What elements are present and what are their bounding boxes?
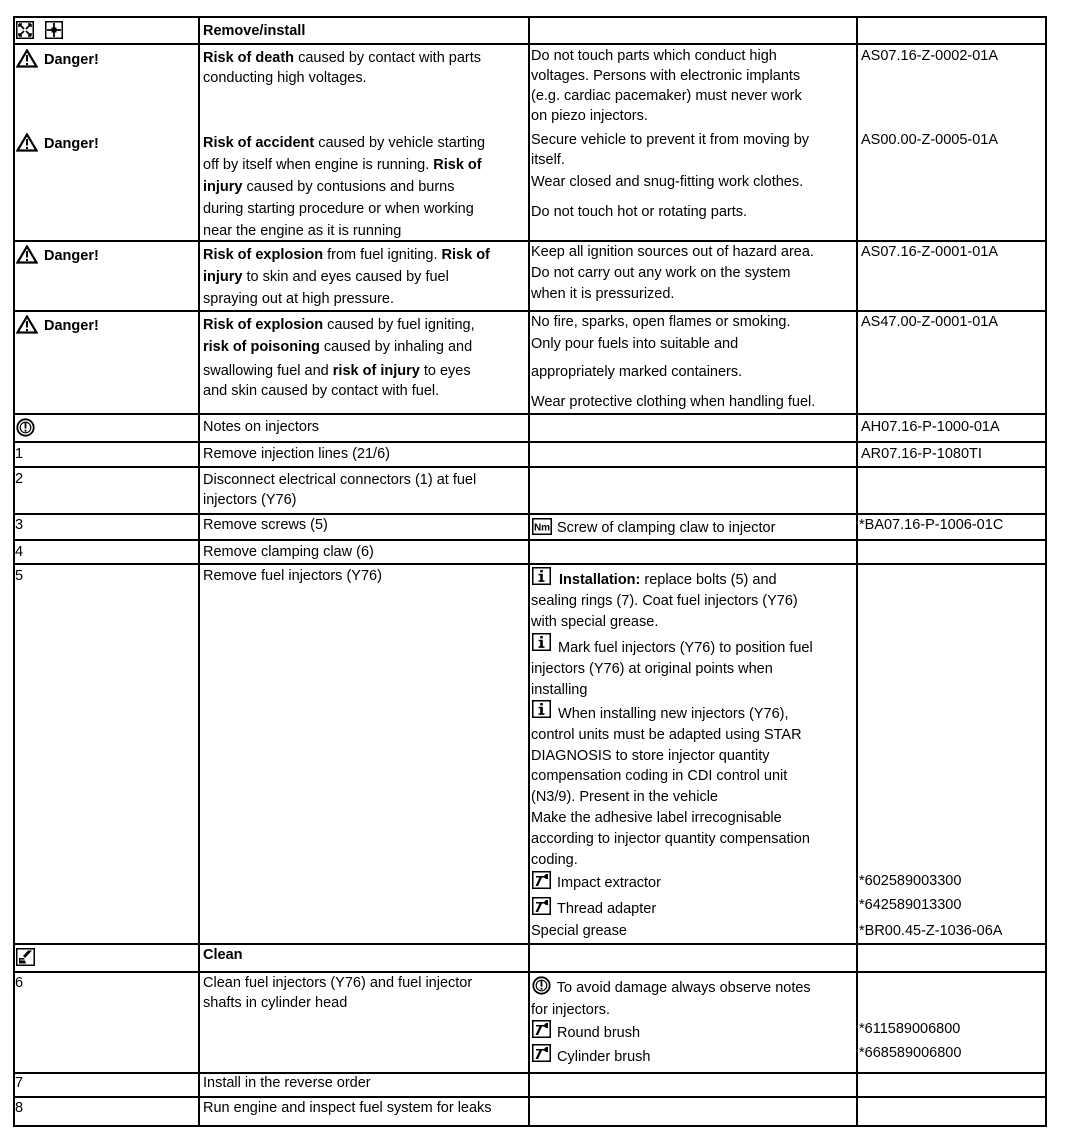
desc-text: during starting procedure or when working bbox=[203, 201, 474, 217]
warning-triangle-icon bbox=[16, 133, 38, 157]
danger-action bbox=[531, 46, 802, 126]
danger-label: Danger! bbox=[44, 248, 99, 264]
desc-line bbox=[203, 360, 475, 382]
tool-number-link[interactable]: *668589006800 bbox=[859, 1045, 962, 1061]
desc-text: from fuel igniting. bbox=[323, 247, 442, 263]
desc-text: to eyes bbox=[419, 363, 471, 379]
notice-circle-icon bbox=[16, 418, 35, 442]
step-text-line: shafts in cylinder head bbox=[203, 995, 348, 1011]
remove-install-icon bbox=[16, 21, 34, 44]
note-line: Make the adhesive label irrecognisable bbox=[531, 809, 782, 826]
clean-title: Clean bbox=[203, 947, 243, 963]
desc-line bbox=[203, 220, 485, 242]
document-reference-link[interactable]: AS00.00-Z-0005-01A bbox=[861, 132, 999, 148]
note-line: DIAGNOSIS to store injector quantity bbox=[531, 747, 770, 764]
danger-action bbox=[531, 242, 814, 305]
warning-triangle-icon bbox=[16, 315, 38, 339]
action-line: Only pour fuels into suitable and bbox=[531, 336, 739, 352]
action-line: voltages. Persons with electronic implants bbox=[531, 68, 801, 84]
desc-text: caused by contact with parts bbox=[294, 50, 482, 66]
desc-line bbox=[203, 198, 485, 220]
action-line: appropriately marked containers. bbox=[531, 364, 743, 380]
step-text bbox=[203, 470, 476, 510]
note-line bbox=[531, 977, 811, 999]
danger-label: Danger! bbox=[44, 52, 99, 68]
desc-text: and skin caused by contact with fuel. bbox=[203, 383, 440, 399]
note-line bbox=[531, 638, 813, 659]
action-line: No fire, sparks, open flames or smoking. bbox=[531, 314, 791, 330]
action-line: Keep all ignition sources out of hazard area. bbox=[531, 244, 814, 260]
step-number: 1 bbox=[15, 446, 24, 462]
step-text: Remove screws (5) bbox=[203, 517, 328, 533]
document-reference-link[interactable]: AS07.16-Z-0001-01A bbox=[861, 244, 999, 260]
mark-note bbox=[531, 638, 813, 701]
desc-bold: Risk of death bbox=[203, 50, 295, 66]
document-reference-link[interactable]: *BA07.16-P-1006-01C bbox=[859, 517, 1004, 533]
danger-label: Danger! bbox=[44, 318, 99, 334]
desc-bold: Risk of explosion bbox=[203, 247, 324, 263]
step-text bbox=[203, 973, 472, 1013]
desc-text: caused by inhaling and bbox=[319, 339, 473, 355]
desc-bold: injury bbox=[203, 179, 243, 195]
step-number: 7 bbox=[15, 1075, 24, 1091]
note-text: replace bolts (5) and bbox=[640, 572, 777, 588]
step-number: 4 bbox=[15, 544, 24, 560]
desc-bold: Risk of bbox=[433, 157, 482, 173]
desc-line bbox=[203, 336, 475, 358]
torque-spec-text: Screw of clamping claw to injector bbox=[557, 520, 776, 536]
desc-text: swallowing fuel and bbox=[203, 363, 333, 379]
note-line: control units must be adapted using STAR bbox=[531, 726, 802, 743]
note-line: compensation coding in CDI control unit bbox=[531, 768, 788, 785]
tool-number-link[interactable]: *611589006800 bbox=[859, 1021, 961, 1037]
step-text: Run engine and inspect fuel system for leaks bbox=[203, 1100, 492, 1116]
step-text: Install in the reverse order bbox=[203, 1075, 371, 1091]
svg-text:Nm: Nm bbox=[533, 522, 551, 534]
action-line: Wear closed and snug-fitting work clothes. bbox=[531, 174, 804, 190]
special-tool-icon bbox=[532, 871, 551, 894]
warning-triangle-icon bbox=[16, 49, 38, 73]
note-line: with special grease. bbox=[531, 614, 659, 630]
installation-label: Installation: bbox=[559, 572, 641, 588]
tool-number-link[interactable]: *642589013300 bbox=[859, 897, 962, 913]
grease-name: Special grease bbox=[531, 923, 627, 939]
tool-name: Cylinder brush bbox=[557, 1049, 651, 1065]
desc-line bbox=[203, 176, 485, 198]
desc-text: to skin and eyes caused by fuel bbox=[242, 269, 449, 285]
special-tool-icon bbox=[532, 897, 551, 920]
desc-text: caused by contusions and burns bbox=[242, 179, 455, 195]
tool-name: Thread adapter bbox=[557, 901, 657, 917]
action-line: Do not carry out any work on the system bbox=[531, 265, 791, 281]
document-reference-link[interactable]: *BR00.45-Z-1036-06A bbox=[859, 923, 1003, 939]
note-line: installing bbox=[531, 682, 588, 698]
header-title: Remove/install bbox=[203, 23, 306, 39]
desc-line bbox=[203, 48, 481, 68]
document-reference-link[interactable]: AR07.16-P-1080TI bbox=[861, 446, 982, 462]
note-text: Mark fuel injectors (Y76) to position fuel bbox=[554, 640, 813, 656]
action-line: itself. bbox=[531, 152, 565, 168]
note-line: according to injector quantity compensation bbox=[531, 830, 810, 847]
desc-line bbox=[203, 380, 475, 402]
action-line: Do not touch parts which conduct high bbox=[531, 48, 777, 64]
danger-description bbox=[203, 48, 481, 88]
tool-name: Impact extractor bbox=[557, 875, 661, 891]
torque-nm-icon bbox=[532, 518, 552, 540]
desc-text: caused by vehicle starting bbox=[314, 135, 486, 151]
note-line bbox=[531, 570, 798, 591]
step-number: 3 bbox=[15, 517, 24, 533]
step-text: Remove clamping claw (6) bbox=[203, 544, 374, 560]
action-line: when it is pressurized. bbox=[531, 286, 675, 302]
note-line bbox=[531, 704, 810, 725]
document-reference-link[interactable]: AS47.00-Z-0001-01A bbox=[861, 314, 999, 330]
tool-name: Round brush bbox=[557, 1025, 641, 1041]
clean-icon bbox=[16, 948, 35, 971]
desc-bold: Risk of explosion bbox=[203, 317, 324, 333]
step-number: 8 bbox=[15, 1100, 24, 1116]
warning-triangle-icon bbox=[16, 245, 38, 269]
desc-line bbox=[203, 266, 490, 288]
note-line: injectors (Y76) at original points when bbox=[531, 661, 773, 677]
danger-description bbox=[203, 244, 490, 310]
desc-line bbox=[203, 314, 475, 336]
document-reference-link[interactable]: AH07.16-P-1000-01A bbox=[861, 419, 1000, 435]
step-text-line: Clean fuel injectors (Y76) and fuel injector bbox=[203, 975, 473, 991]
desc-text: spraying out at high pressure. bbox=[203, 291, 395, 307]
notes-link[interactable]: Notes on injectors bbox=[203, 419, 320, 435]
repair-instruction-table bbox=[13, 16, 1047, 1127]
note-text: To avoid damage always observe notes bbox=[553, 980, 811, 996]
step-number: 5 bbox=[15, 568, 24, 584]
tool-number-link[interactable]: *602589003300 bbox=[859, 873, 962, 889]
note-line: sealing rings (7). Coat fuel injectors (Y76) bbox=[531, 593, 798, 609]
desc-text: off by itself when engine is running. bbox=[203, 157, 434, 173]
new-injector-note bbox=[531, 704, 810, 870]
action-line: on piezo injectors. bbox=[531, 108, 648, 124]
desc-bold: risk of poisoning bbox=[203, 339, 320, 355]
desc-text: caused by fuel igniting, bbox=[323, 317, 475, 333]
note-line: (N3/9). Present in the vehicle bbox=[531, 789, 718, 806]
action-line: Do not touch hot or rotating parts. bbox=[531, 204, 748, 220]
desc-line bbox=[203, 132, 485, 154]
desc-text: conducting high voltages. bbox=[203, 70, 367, 86]
step-text-line: injectors (Y76) bbox=[203, 492, 297, 508]
step-number: 6 bbox=[15, 975, 24, 991]
step-text: Remove fuel injectors (Y76) bbox=[203, 568, 382, 584]
note-line: for injectors. bbox=[531, 1002, 610, 1018]
step-number: 2 bbox=[15, 471, 24, 487]
step-text: Remove injection lines (21/6) bbox=[203, 446, 390, 462]
desc-bold: Risk of bbox=[441, 247, 490, 263]
special-tool-icon bbox=[532, 1044, 551, 1067]
step-text-line: Disconnect electrical connectors (1) at fuel bbox=[203, 472, 477, 488]
document-reference-link[interactable]: AS07.16-Z-0002-01A bbox=[861, 48, 999, 64]
desc-bold: risk of injury bbox=[332, 363, 420, 379]
note-text: When installing new injectors (Y76), bbox=[554, 706, 789, 722]
installation-note bbox=[531, 570, 798, 633]
desc-text: near the engine as it is running bbox=[203, 223, 402, 239]
desc-line bbox=[203, 288, 490, 310]
desc-bold: injury bbox=[203, 269, 243, 285]
danger-description bbox=[203, 132, 485, 242]
action-line: Wear protective clothing when handling fuel. bbox=[531, 394, 816, 410]
danger-description bbox=[203, 314, 475, 402]
desc-line bbox=[203, 154, 485, 176]
damage-note bbox=[531, 977, 811, 1021]
desc-bold: Risk of accident bbox=[203, 135, 315, 151]
note-line: coding. bbox=[531, 851, 578, 868]
desc-line bbox=[203, 244, 490, 266]
special-tool-icon bbox=[532, 1020, 551, 1043]
desc-line bbox=[203, 68, 481, 88]
action-line: Secure vehicle to prevent it from moving by bbox=[531, 132, 810, 148]
component-icon bbox=[45, 21, 63, 44]
action-line: (e.g. cardiac pacemaker) must never work bbox=[531, 88, 802, 104]
danger-label: Danger! bbox=[44, 136, 99, 152]
